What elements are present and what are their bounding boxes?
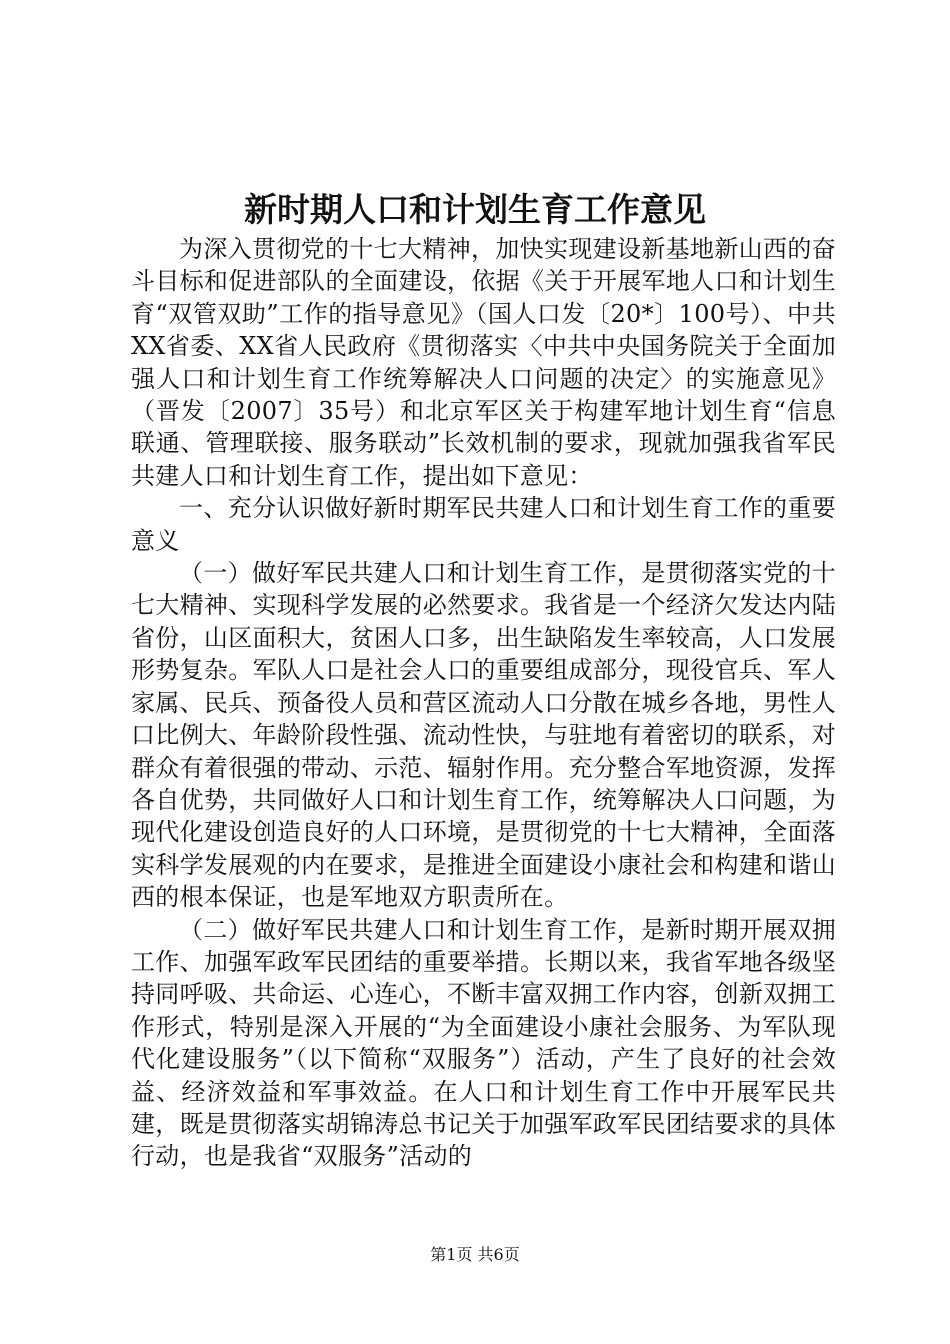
paragraph-item-1: （一）做好军民共建人口和计划生育工作，是贯彻落实党的十七大精神、实现科学发展的必然要求。我省是一个经济欠发达内陆省份，山区面积大，贫困人口多，出生缺陷发生率较高，人口发展形势复杂。军队人口是社会人口的重要组成部分，现役官兵、军人家属、民兵、预备役人员和营区流动人口分散在城乡各地，男性人口比例大、年龄阶段性强、流动性快，与驻地有着密切的联系，对群众有着很强的带动、示范、辐射作用。充分整合军地资源，发挥各自优势，共同做好人口和计划生育工作，统筹解决人口问题，为现代化建设创造良好的人口环境，是贯彻党的十七大精神，全面落实科学发展观的内在要求，是推进全面建设小康社会和构建和谐山西的根本保证，也是军地双方职责所在。 (131, 559, 836, 912)
paragraph-item-2: （二）做好军民共建人口和计划生育工作，是新时期开展双拥工作、加强军政军民团结的重要举措。长期以来，我省军地各级坚持同呼吸、共命运、心连心，不断丰富双拥工作内容，创新双拥工作形式，特别是深入开展的“为全面建设小康社会服务、为军队现代化建设服务”（以下简称“双服务”）活动，产生了良好的社会效益、经济效益和军事效益。在人口和计划生育工作中开展军民共建，既是贯彻落实胡锦涛总书记关于加强军政军民团结要求的具体行动，也是我省“双服务”活动的 (131, 915, 836, 1171)
paragraph-intro: 为深入贯彻党的十七大精神，加快实现建设新基地新山西的奋斗目标和促进部队的全面建设，依据《关于开展军地人口和计划生育“双管双助”工作的指导意见》（国人口发〔20*〕100号）、中共XX省委、XX省人民政府《贯彻落实〈中共中央国务院关于全面加强人口和计划生育工作统筹解决人口问题的决定〉的实施意见》（晋发〔2007〕35号）和北京军区关于构建军地计划生育“信息联通、管理联接、服务联动”长效机制的要求，现就加强我省军民共建人口和计划生育工作，提出如下意见： (131, 235, 836, 490)
section-heading-1: 一、充分认识做好新时期军民共建人口和计划生育工作的重要意义 (131, 494, 836, 555)
page-footer: 第1页 共6页 (430, 1245, 520, 1264)
document-title: 新时期人口和计划生育工作意见 (244, 190, 706, 229)
document-body (131, 233, 836, 1173)
